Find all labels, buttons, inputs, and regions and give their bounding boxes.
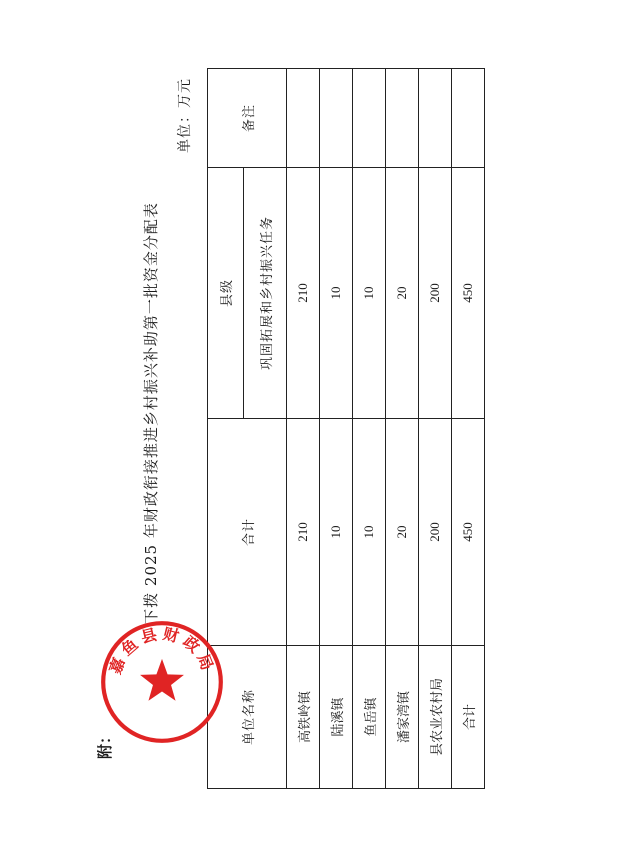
row-remarks bbox=[452, 69, 485, 168]
row-total: 10 bbox=[320, 419, 353, 646]
header-task: 巩固拓展和乡村振兴任务 bbox=[244, 168, 287, 419]
table-row bbox=[419, 69, 452, 789]
row-task-amount: 10 bbox=[320, 168, 353, 419]
seal-lettering: 嘉鱼县财政局 bbox=[105, 623, 219, 677]
row-total: 450 bbox=[452, 419, 485, 646]
row-task-amount: 20 bbox=[386, 168, 419, 419]
unit-label: 单位：万元 bbox=[177, 78, 193, 153]
row-task-amount: 210 bbox=[287, 168, 320, 419]
seal-star bbox=[140, 659, 184, 701]
row-unit-name: 鱼岳镇 bbox=[353, 646, 386, 789]
row-unit-name: 县农业农村局 bbox=[419, 646, 452, 789]
attachment-label: 附： bbox=[96, 728, 114, 759]
row-remarks bbox=[353, 69, 386, 168]
official-seal-icon bbox=[99, 619, 225, 745]
document-title: 下拨 2025 年财政衔接推进乡村振兴补助第一批资金分配表 bbox=[142, 202, 160, 624]
row-remarks bbox=[287, 69, 320, 168]
table-row-total bbox=[452, 69, 485, 789]
header-total: 合计 bbox=[208, 419, 287, 646]
row-remarks bbox=[320, 69, 353, 168]
row-unit-name: 陆溪镇 bbox=[320, 646, 353, 789]
row-task-amount: 10 bbox=[353, 168, 386, 419]
row-remarks bbox=[419, 69, 452, 168]
row-total: 20 bbox=[386, 419, 419, 646]
row-task-amount: 200 bbox=[419, 168, 452, 419]
table-row bbox=[386, 69, 419, 789]
header-county-level: 县级 bbox=[208, 168, 244, 419]
row-remarks bbox=[386, 69, 419, 168]
table-row bbox=[287, 69, 320, 789]
table-row bbox=[320, 69, 353, 789]
table-row bbox=[353, 69, 386, 789]
header-remarks: 备注 bbox=[208, 69, 287, 168]
row-total: 200 bbox=[419, 419, 452, 646]
allocation-table bbox=[207, 68, 485, 789]
row-unit-name: 高铁岭镇 bbox=[287, 646, 320, 789]
row-unit-name: 合计 bbox=[452, 646, 485, 789]
row-total: 210 bbox=[287, 419, 320, 646]
header-unit-name: 单位名称 bbox=[208, 646, 287, 789]
row-unit-name: 潘家湾镇 bbox=[386, 646, 419, 789]
row-task-amount: 450 bbox=[452, 168, 485, 419]
row-total: 10 bbox=[353, 419, 386, 646]
